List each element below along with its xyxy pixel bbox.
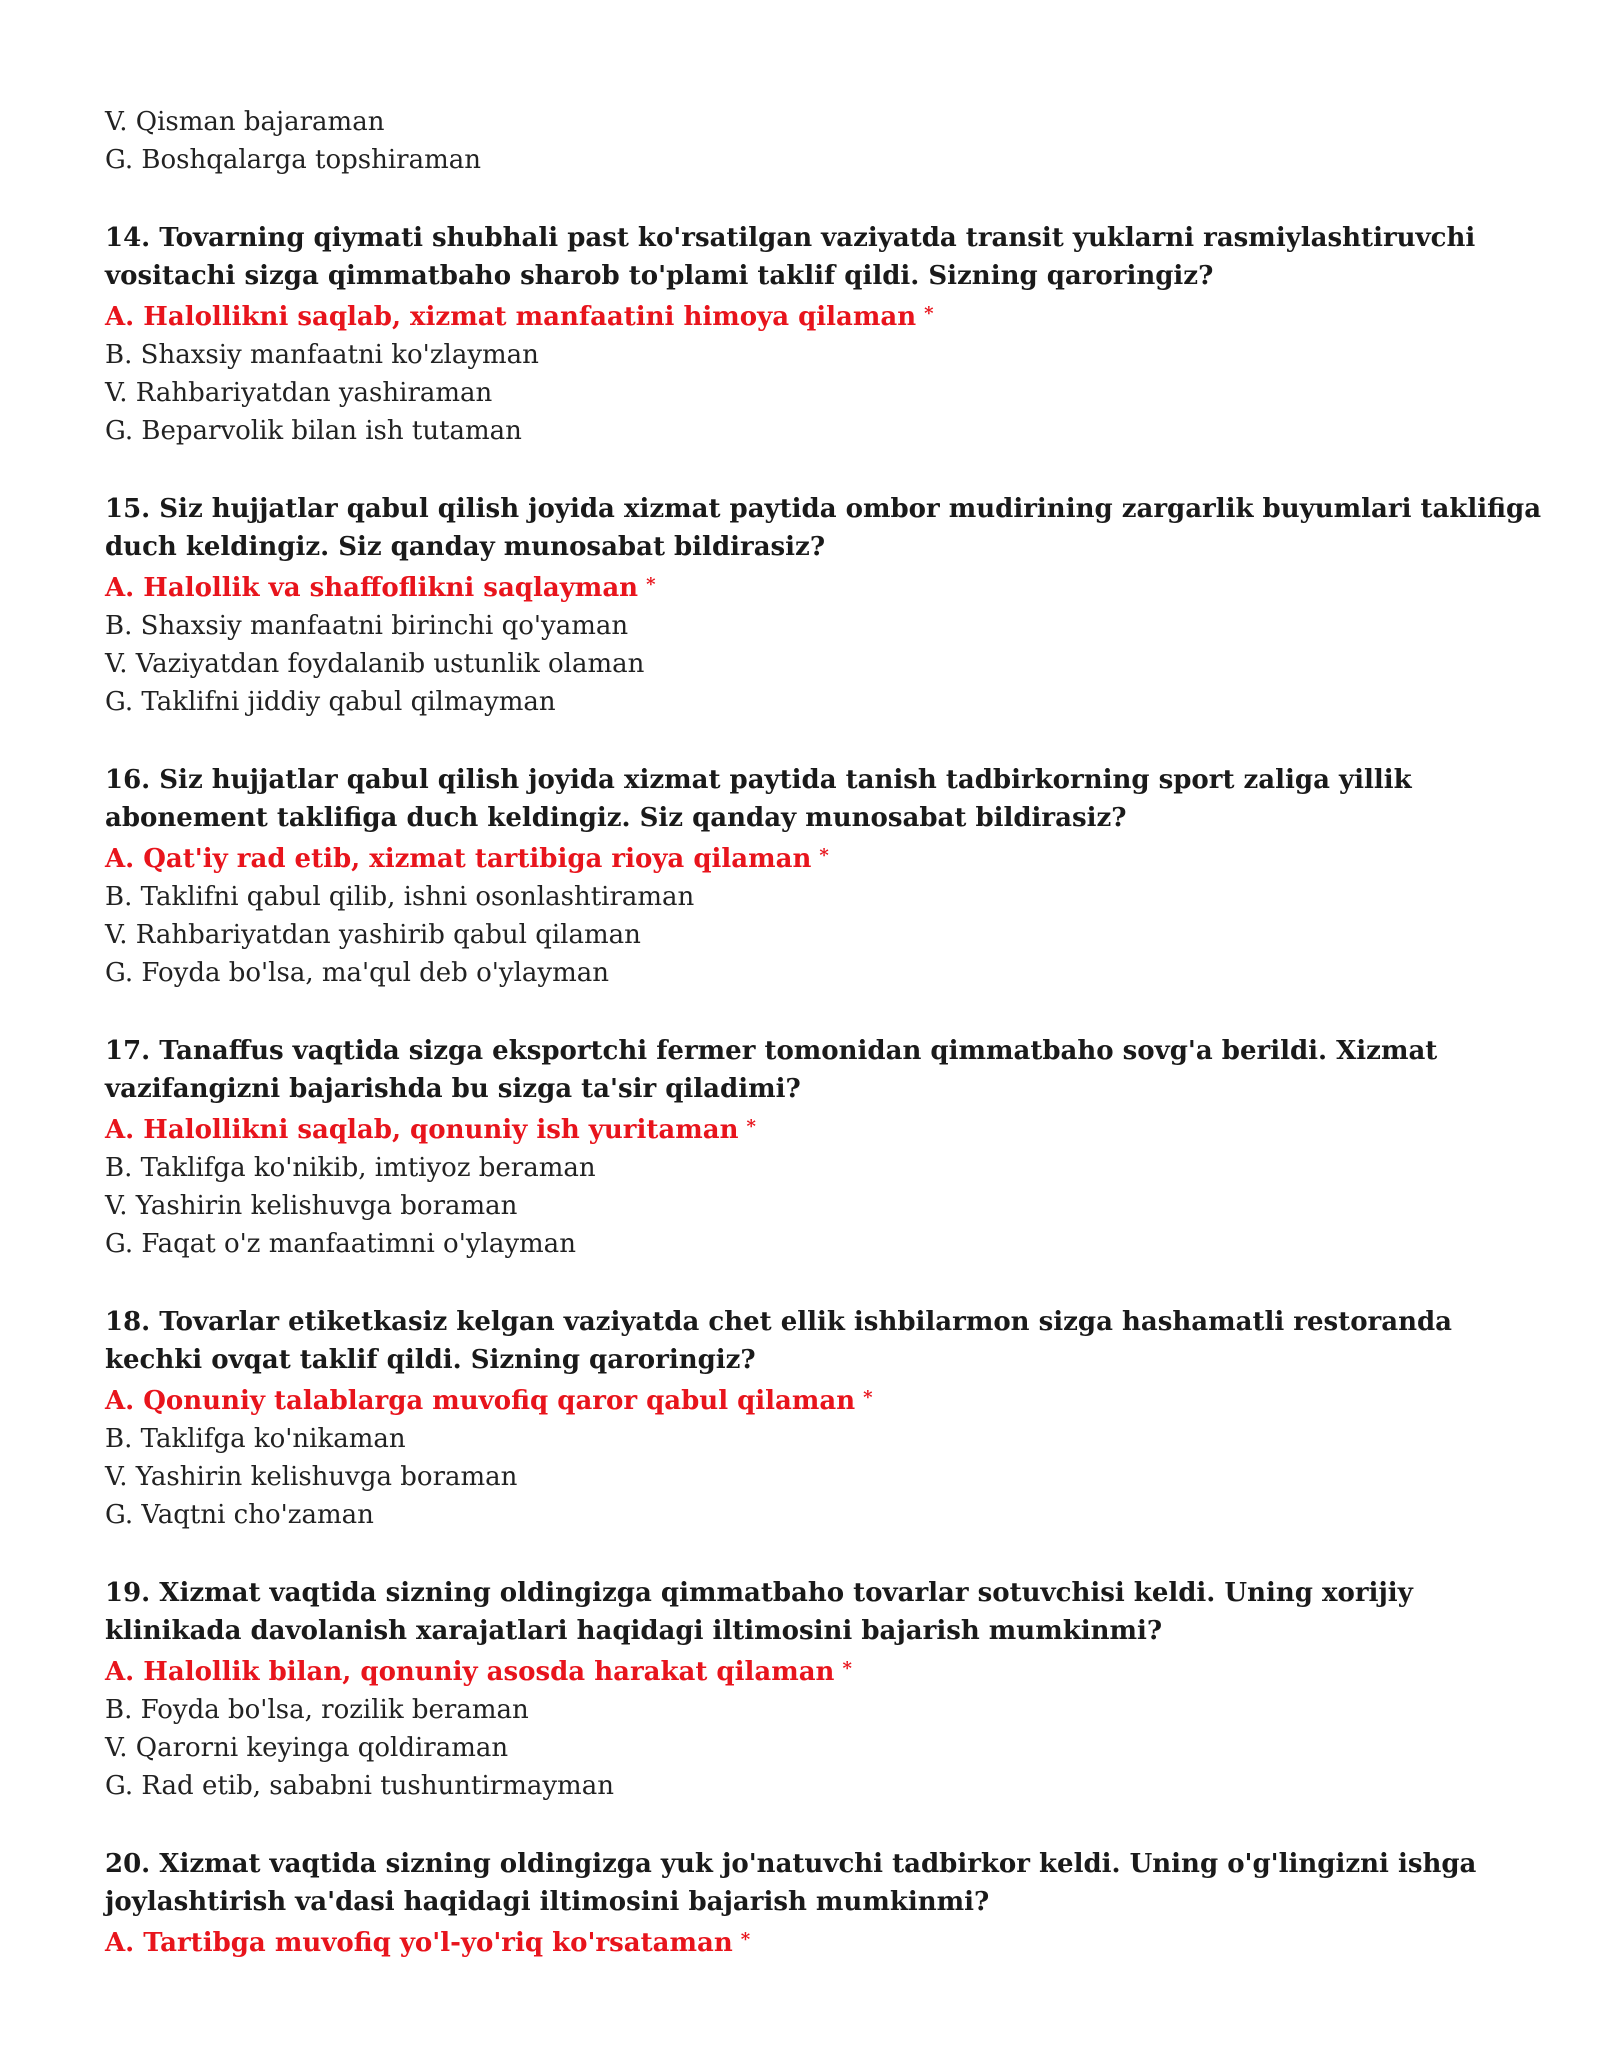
answer-option: V. Yashirin kelishuvga boraman xyxy=(105,1191,518,1221)
question-block-20 xyxy=(105,1845,1545,1962)
correct-mark: * xyxy=(646,574,656,595)
answer-option: B. Taklifga ko'nikaman xyxy=(105,1424,406,1454)
correct-answer-text: A. Tartibga muvofiq yo'l-yo'riq ko'rsataman xyxy=(105,1928,733,1958)
correct-answer-text: A. Halollikni saqlab, xizmat manfaatini himoya qilaman xyxy=(105,302,917,332)
correct-mark: * xyxy=(863,1387,873,1408)
question-text: 14. Tovarning qiymati shubhali past ko'rsatilgan vaziyatda transit yuklarni rasmiylashtiruvchi vositachi sizga qimmatbaho sharob to'plami taklif qildi. Sizning qaroringiz? xyxy=(105,223,1476,291)
correct-answer-text: A. Halollik va shaffoflikni saqlayman xyxy=(105,573,639,603)
answer-option: V. Vaziyatdan foydalanib ustunlik olaman xyxy=(105,649,645,679)
correct-answer-text: A. Qonuniy talablarga muvofiq qaror qabul qilaman xyxy=(105,1386,856,1416)
answer-option: B. Taklifni qabul qilib, ishni osonlashtiraman xyxy=(105,882,695,912)
answer-option: G. Foyda bo'lsa, ma'qul deb o'ylayman xyxy=(105,958,609,988)
correct-answer xyxy=(105,837,1545,878)
correct-answer-text: A. Halollikni saqlab, qonuniy ish yuritaman xyxy=(105,1115,739,1145)
correct-answer xyxy=(105,566,1545,607)
answer-option: G. Rad etib, sababni tushuntirmayman xyxy=(105,1771,614,1801)
answer-option: V. Rahbariyatdan yashiraman xyxy=(105,378,493,408)
document-page xyxy=(105,103,1545,1962)
question-block-18 xyxy=(105,1303,1545,1534)
question-block-14 xyxy=(105,219,1545,450)
correct-answer xyxy=(105,1108,1545,1149)
answer-option: B. Foyda bo'lsa, rozilik beraman xyxy=(105,1695,529,1725)
previous-question-continuation xyxy=(105,103,1545,179)
correct-mark: * xyxy=(740,1929,751,1950)
question-text: 16. Siz hujjatlar qabul qilish joyida xizmat paytida tanish tadbirkorning sport zaliga yillik abonement taklifiga duch keldingiz. Siz qanday munosabat bildirasiz? xyxy=(105,765,1412,833)
question-block-15 xyxy=(105,490,1545,721)
question-text: 18. Tovarlar etiketkasiz kelgan vaziyatda chet ellik ishbilarmon sizga hashamatli restoranda kechki ovqat taklif qildi. Sizning qaroringiz? xyxy=(105,1307,1453,1375)
question-text: 20. Xizmat vaqtida sizning oldingizga yuk jo'natuvchi tadbirkor keldi. Uning o'g'lingizni ishga joylashtirish va'dasi haqidagi iltimosini bajarish mumkinmi? xyxy=(105,1849,1477,1917)
correct-answer xyxy=(105,1379,1545,1420)
question-block-16 xyxy=(105,761,1545,992)
answer-option: G. Boshqalarga topshiraman xyxy=(105,145,481,175)
answer-option: G. Beparvolik bilan ish tutaman xyxy=(105,416,522,446)
correct-mark: * xyxy=(924,303,934,324)
question-text: 19. Xizmat vaqtida sizning oldingizga qimmatbaho tovarlar sotuvchisi keldi. Uning xorijiy klinikada davolanish xarajatlari haqidagi iltimosini bajarish mumkinmi? xyxy=(105,1578,1413,1646)
answer-option: G. Vaqtni cho'zaman xyxy=(105,1500,374,1530)
answer-option: B. Shaxsiy manfaatni ko'zlayman xyxy=(105,340,539,370)
question-block-19 xyxy=(105,1574,1545,1805)
answer-option: G. Faqat o'z manfaatimni o'ylayman xyxy=(105,1229,576,1259)
correct-answer xyxy=(105,295,1545,336)
answer-option: B. Taklifga ko'nikib, imtiyoz beraman xyxy=(105,1153,596,1183)
correct-mark: * xyxy=(842,1658,852,1679)
correct-mark: * xyxy=(746,1116,756,1137)
answer-option: V. Qisman bajaraman xyxy=(105,107,385,137)
correct-answer-text: A. Halollik bilan, qonuniy asosda harakat qilaman xyxy=(105,1657,835,1687)
correct-mark: * xyxy=(819,845,829,866)
answer-option: V. Yashirin kelishuvga boraman xyxy=(105,1462,518,1492)
answer-option: B. Shaxsiy manfaatni birinchi qo'yaman xyxy=(105,611,629,641)
correct-answer xyxy=(105,1921,1545,1962)
correct-answer-text: A. Qat'iy rad etib, xizmat tartibiga rioya qilaman xyxy=(105,844,812,874)
question-text: 15. Siz hujjatlar qabul qilish joyida xizmat paytida ombor mudirining zargarlik buyumlari taklifiga duch keldingiz. Siz qanday munosabat bildirasiz? xyxy=(105,494,1542,562)
answer-option: V. Qarorni keyinga qoldiraman xyxy=(105,1733,509,1763)
question-block-17 xyxy=(105,1032,1545,1263)
answer-option: V. Rahbariyatdan yashirib qabul qilaman xyxy=(105,920,641,950)
question-text: 17. Tanaffus vaqtida sizga eksportchi fermer tomonidan qimmatbaho sovg'a berildi. Xizmat vazifangizni bajarishda bu sizga ta'sir qiladimi? xyxy=(105,1036,1438,1104)
correct-answer xyxy=(105,1650,1545,1691)
answer-option: G. Taklifni jiddiy qabul qilmayman xyxy=(105,687,556,717)
